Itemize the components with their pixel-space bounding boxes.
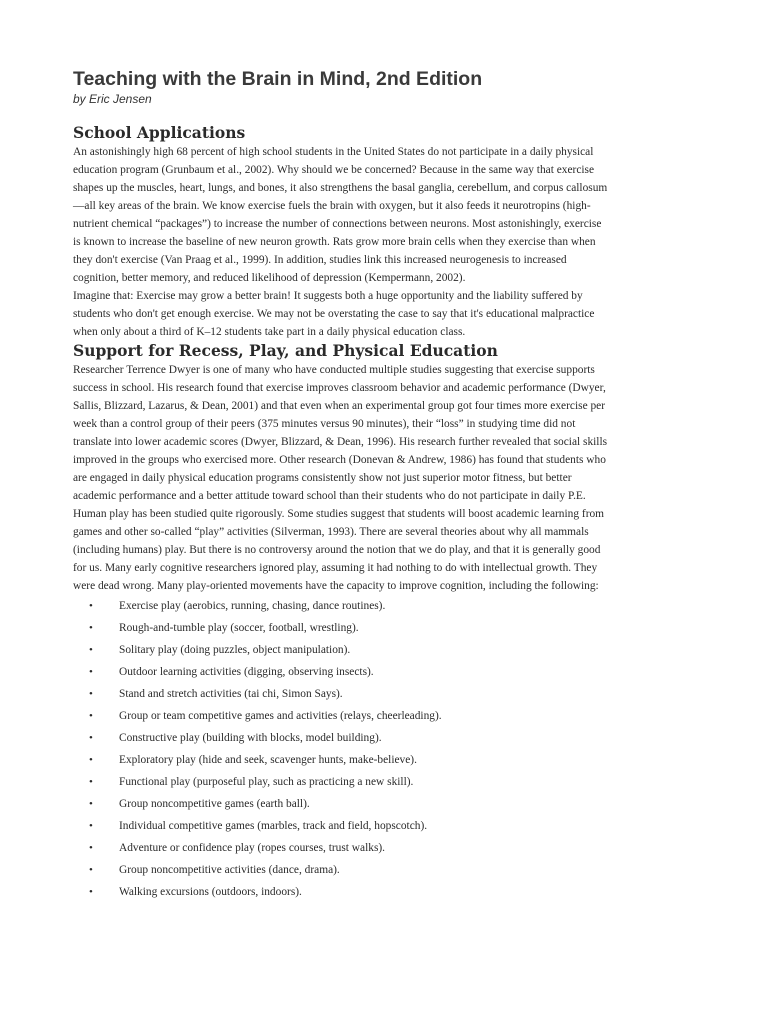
list-item — [73, 815, 709, 837]
list-item-text: Stand and stretch activities (tai chi, Simon Says). — [119, 688, 343, 700]
bullet-icon: • — [89, 864, 93, 876]
paragraph: An astonishingly high 68 percent of high school students in the United States do not participate in a daily physical education program (Grunbaum et al., 2002). Why should we be concerned? Because in the same way that exercise shapes up the muscles, heart, lungs, and bones, it also strengthens the basal ganglia, cerebellum, and corpus callosum —all key areas of the brain. We know exercise fuels the brain with oxygen, but it also feeds it neurotropins (high- nutrient chemical “packages”) to increase the number of connections between neurons. Most astonishingly, exercise is known to increase the baseline of new neuron growth. Rats grow more brain cells when they exercise than when they don't exercise (Van Praag et al., 1999). In addition, studies link this increased neurogenesis to increased cognition, better memory, and reduced likelihood of depression (Kempermann, 2002). — [73, 146, 608, 284]
bullet-icon: • — [89, 820, 93, 832]
bullet-icon: • — [89, 842, 93, 854]
list-item-text: Exploratory play (hide and seek, scavenger hunts, make-believe). — [119, 754, 417, 766]
paragraph: Human play has been studied quite rigorously. Some studies suggest that students will boost academic learning from games and other so-called “play” activities (Silverman, 1993). There are several theories about why all mammals (including humans) play. But there is no controversy around the notion that we do play, and that it is generally good for us. Many early cognitive researchers ignored play, assuming it had nothing to do with intellectual growth. They were dead wrong. Many play-oriented movements have the capacity to improve cognition, including the following: — [73, 508, 605, 592]
list-item-text: Walking excursions (outdoors, indoors). — [119, 886, 302, 898]
bullet-icon: • — [89, 688, 93, 700]
list-item — [73, 705, 709, 727]
document-title: Teaching with the Brain in Mind, 2nd Edition — [73, 68, 483, 90]
list-item — [73, 771, 709, 793]
list-item-text: Group noncompetitive games (earth ball). — [119, 798, 310, 810]
bullet-icon: • — [89, 754, 93, 766]
list-item-text: Constructive play (building with blocks, model building). — [119, 732, 382, 744]
list-item — [73, 793, 709, 815]
bullet-icon: • — [89, 798, 93, 810]
paragraph: Researcher Terrence Dwyer is one of many who have conducted multiple studies suggesting that exercise supports success in school. His research found that exercise improves classroom behavior and academic performance (Dwyer, Sallis, Blizzard, Lazarus, & Dean, 2001) and that even when an experimental group got four times more exercise per week than a control group of their peers (375 minutes versus 90 minutes), their “loss” in studying time did not translate into lower academic scores (Dwyer, Blizzard, & Dean, 1996). His research further revealed that social skills improved in the groups who exercised more. Other research (Donevan & Andrew, 1986) has found that students who are engaged in daily physical education programs consistently show not just superior motor fitness, but better academic performance and a better attitude toward school than their students who do not participate in daily P.E. — [73, 364, 608, 502]
list-item-text: Group or team competitive games and activities (relays, cheerleading). — [119, 710, 442, 722]
paragraph: Imagine that: Exercise may grow a better brain! It suggests both a huge opportunity and the liability suffered by students who don't get enough exercise. We may not be overstating the case to say that it's educational malpractice when only about a third of K–12 students take part in a daily physical education class. — [73, 290, 595, 338]
list-item — [73, 595, 709, 617]
bullet-icon: • — [89, 622, 93, 634]
list-item — [73, 683, 709, 705]
list-item — [73, 617, 709, 639]
list-item — [73, 639, 709, 661]
section-heading-school-applications: School Applications — [73, 123, 246, 142]
bullet-icon: • — [89, 776, 93, 788]
list-item-text: Rough-and-tumble play (soccer, football, wrestling). — [119, 622, 359, 634]
list-item-text: Exercise play (aerobics, running, chasing, dance routines). — [119, 600, 386, 612]
list-item-text: Adventure or confidence play (ropes courses, trust walks). — [119, 842, 386, 854]
document-author: by Eric Jensen — [73, 92, 152, 106]
list-item-text: Outdoor learning activities (digging, observing insects). — [119, 666, 374, 678]
list-item — [73, 837, 709, 859]
list-item — [73, 661, 709, 683]
list-item-text: Individual competitive games (marbles, track and field, hopscotch). — [119, 820, 428, 832]
list-item-text: Solitary play (doing puzzles, object manipulation). — [119, 644, 351, 656]
document-page — [73, 66, 709, 903]
list-item-text: Group noncompetitive activities (dance, drama). — [119, 864, 340, 876]
bullet-icon: • — [89, 732, 93, 744]
play-types-list — [73, 595, 709, 903]
bullet-icon: • — [89, 644, 93, 656]
section-heading-support-for-recess: Support for Recess, Play, and Physical Education — [73, 341, 498, 360]
bullet-icon: • — [89, 600, 93, 612]
list-item — [73, 859, 709, 881]
bullet-icon: • — [89, 666, 93, 678]
list-item — [73, 881, 709, 903]
list-item-text: Functional play (purposeful play, such as practicing a new skill). — [119, 776, 414, 788]
list-item — [73, 727, 709, 749]
list-item — [73, 749, 709, 771]
bullet-icon: • — [89, 886, 93, 898]
bullet-icon: • — [89, 710, 93, 722]
